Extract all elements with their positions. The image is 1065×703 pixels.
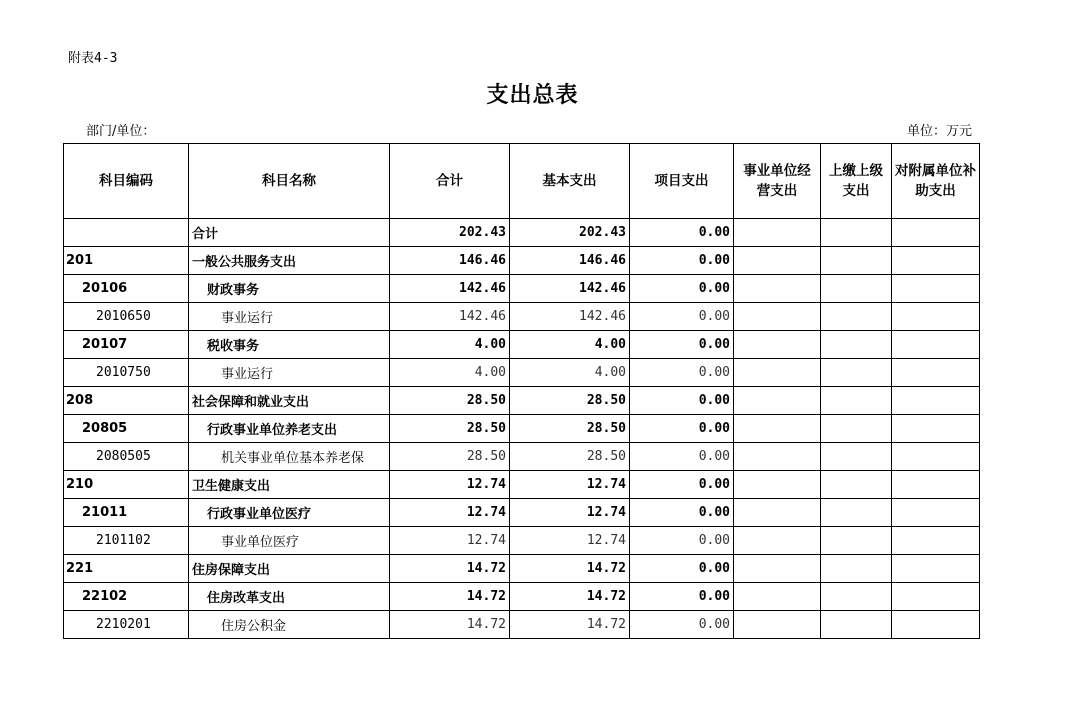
cell-code: 22102: [64, 583, 189, 611]
cell-remit: [821, 387, 892, 415]
cell-name: 行政事业单位养老支出: [189, 415, 390, 443]
cell-basic: 14.72: [510, 583, 630, 611]
cell-code: 20106: [64, 275, 189, 303]
cell-basic: 12.74: [510, 471, 630, 499]
cell-name: 财政事务: [189, 275, 390, 303]
cell-subsidy: [892, 583, 980, 611]
cell-code: 221: [64, 555, 189, 583]
table-row: [64, 303, 980, 331]
header-row: [64, 144, 980, 219]
cell-total: 28.50: [390, 443, 510, 471]
cell-subsidy: [892, 499, 980, 527]
table-row: [64, 471, 980, 499]
cell-project: 0.00: [630, 219, 734, 247]
cell-total: 14.72: [390, 583, 510, 611]
cell-basic: 28.50: [510, 415, 630, 443]
cell-total: 142.46: [390, 275, 510, 303]
cell-basic: 4.00: [510, 359, 630, 387]
cell-code: 2101102: [64, 527, 189, 555]
cell-name: 机关事业单位基本养老保: [189, 443, 390, 471]
cell-remit: [821, 611, 892, 639]
table-row: [64, 331, 980, 359]
cell-code: 2010650: [64, 303, 189, 331]
cell-project: 0.00: [630, 611, 734, 639]
cell-business: [734, 219, 821, 247]
cell-total: 12.74: [390, 499, 510, 527]
cell-code: 210: [64, 471, 189, 499]
cell-code: [64, 219, 189, 247]
cell-remit: [821, 219, 892, 247]
cell-business: [734, 387, 821, 415]
cell-business: [734, 471, 821, 499]
cell-project: 0.00: [630, 527, 734, 555]
cell-project: 0.00: [630, 583, 734, 611]
cell-business: [734, 611, 821, 639]
cell-total: 28.50: [390, 387, 510, 415]
cell-project: 0.00: [630, 275, 734, 303]
cell-subsidy: [892, 555, 980, 583]
cell-project: 0.00: [630, 555, 734, 583]
cell-basic: 12.74: [510, 499, 630, 527]
expenditure-table: [63, 143, 980, 639]
cell-code: 2210201: [64, 611, 189, 639]
table-row: [64, 611, 980, 639]
cell-project: 0.00: [630, 247, 734, 275]
table-row: [64, 219, 980, 247]
cell-name: 事业单位医疗: [189, 527, 390, 555]
cell-remit: [821, 499, 892, 527]
cell-project: 0.00: [630, 471, 734, 499]
header-remit: 上缴上级支出: [821, 144, 892, 219]
cell-remit: [821, 527, 892, 555]
cell-business: [734, 415, 821, 443]
cell-basic: 142.46: [510, 303, 630, 331]
unit-label: 单位：万元: [906, 124, 972, 139]
header-basic: 基本支出: [510, 144, 630, 219]
cell-name: 一般公共服务支出: [189, 247, 390, 275]
cell-business: [734, 303, 821, 331]
cell-subsidy: [892, 527, 980, 555]
cell-basic: 202.43: [510, 219, 630, 247]
cell-subsidy: [892, 387, 980, 415]
header-code: 科目编码: [64, 144, 189, 219]
cell-name: 事业运行: [189, 303, 390, 331]
cell-project: 0.00: [630, 303, 734, 331]
cell-remit: [821, 303, 892, 331]
cell-business: [734, 443, 821, 471]
cell-total: 4.00: [390, 331, 510, 359]
cell-total: 12.74: [390, 527, 510, 555]
cell-business: [734, 275, 821, 303]
cell-total: 14.72: [390, 555, 510, 583]
cell-remit: [821, 583, 892, 611]
cell-remit: [821, 471, 892, 499]
cell-name: 税收事务: [189, 331, 390, 359]
cell-code: 2080505: [64, 443, 189, 471]
table-row: [64, 247, 980, 275]
table-row: [64, 443, 980, 471]
cell-code: 21011: [64, 499, 189, 527]
cell-subsidy: [892, 359, 980, 387]
cell-code: 208: [64, 387, 189, 415]
cell-basic: 28.50: [510, 387, 630, 415]
header-subsidy: 对附属单位补助支出: [892, 144, 980, 219]
cell-subsidy: [892, 611, 980, 639]
header-name: 科目名称: [189, 144, 390, 219]
cell-basic: 14.72: [510, 555, 630, 583]
cell-remit: [821, 247, 892, 275]
cell-remit: [821, 331, 892, 359]
cell-project: 0.00: [630, 499, 734, 527]
table-row: [64, 499, 980, 527]
cell-remit: [821, 359, 892, 387]
cell-subsidy: [892, 443, 980, 471]
cell-name: 卫生健康支出: [189, 471, 390, 499]
header-project: 项目支出: [630, 144, 734, 219]
cell-subsidy: [892, 247, 980, 275]
cell-project: 0.00: [630, 359, 734, 387]
cell-total: 12.74: [390, 471, 510, 499]
cell-project: 0.00: [630, 331, 734, 359]
cell-business: [734, 583, 821, 611]
cell-total: 14.72: [390, 611, 510, 639]
cell-name: 住房公积金: [189, 611, 390, 639]
cell-total: 142.46: [390, 303, 510, 331]
cell-subsidy: [892, 275, 980, 303]
cell-remit: [821, 555, 892, 583]
dept-label: 部门/单位：: [86, 124, 156, 139]
cell-remit: [821, 275, 892, 303]
table-row: [64, 583, 980, 611]
cell-name: 社会保障和就业支出: [189, 387, 390, 415]
table-row: [64, 527, 980, 555]
cell-basic: 28.50: [510, 443, 630, 471]
cell-subsidy: [892, 331, 980, 359]
cell-basic: 4.00: [510, 331, 630, 359]
cell-subsidy: [892, 471, 980, 499]
cell-name: 合计: [189, 219, 390, 247]
cell-basic: 12.74: [510, 527, 630, 555]
cell-business: [734, 527, 821, 555]
cell-business: [734, 247, 821, 275]
cell-total: 202.43: [390, 219, 510, 247]
table-row: [64, 387, 980, 415]
cell-project: 0.00: [630, 415, 734, 443]
cell-business: [734, 331, 821, 359]
cell-subsidy: [892, 303, 980, 331]
cell-business: [734, 555, 821, 583]
cell-name: 行政事业单位医疗: [189, 499, 390, 527]
cell-remit: [821, 443, 892, 471]
cell-name: 事业运行: [189, 359, 390, 387]
cell-code: 20107: [64, 331, 189, 359]
table-row: [64, 555, 980, 583]
cell-remit: [821, 415, 892, 443]
cell-code: 201: [64, 247, 189, 275]
page-title: 支出总表: [486, 83, 579, 108]
cell-business: [734, 499, 821, 527]
cell-business: [734, 359, 821, 387]
cell-code: 20805: [64, 415, 189, 443]
table-row: [64, 415, 980, 443]
cell-project: 0.00: [630, 443, 734, 471]
cell-subsidy: [892, 219, 980, 247]
cell-total: 4.00: [390, 359, 510, 387]
cell-total: 28.50: [390, 415, 510, 443]
cell-project: 0.00: [630, 387, 734, 415]
cell-subsidy: [892, 415, 980, 443]
cell-code: 2010750: [64, 359, 189, 387]
header-business: 事业单位经营支出: [734, 144, 821, 219]
cell-name: 住房改革支出: [189, 583, 390, 611]
cell-basic: 142.46: [510, 275, 630, 303]
annex-label: 附表4-3: [68, 51, 118, 66]
cell-name: 住房保障支出: [189, 555, 390, 583]
header-total: 合计: [390, 144, 510, 219]
table-row: [64, 275, 980, 303]
cell-basic: 146.46: [510, 247, 630, 275]
cell-basic: 14.72: [510, 611, 630, 639]
table-row: [64, 359, 980, 387]
cell-total: 146.46: [390, 247, 510, 275]
